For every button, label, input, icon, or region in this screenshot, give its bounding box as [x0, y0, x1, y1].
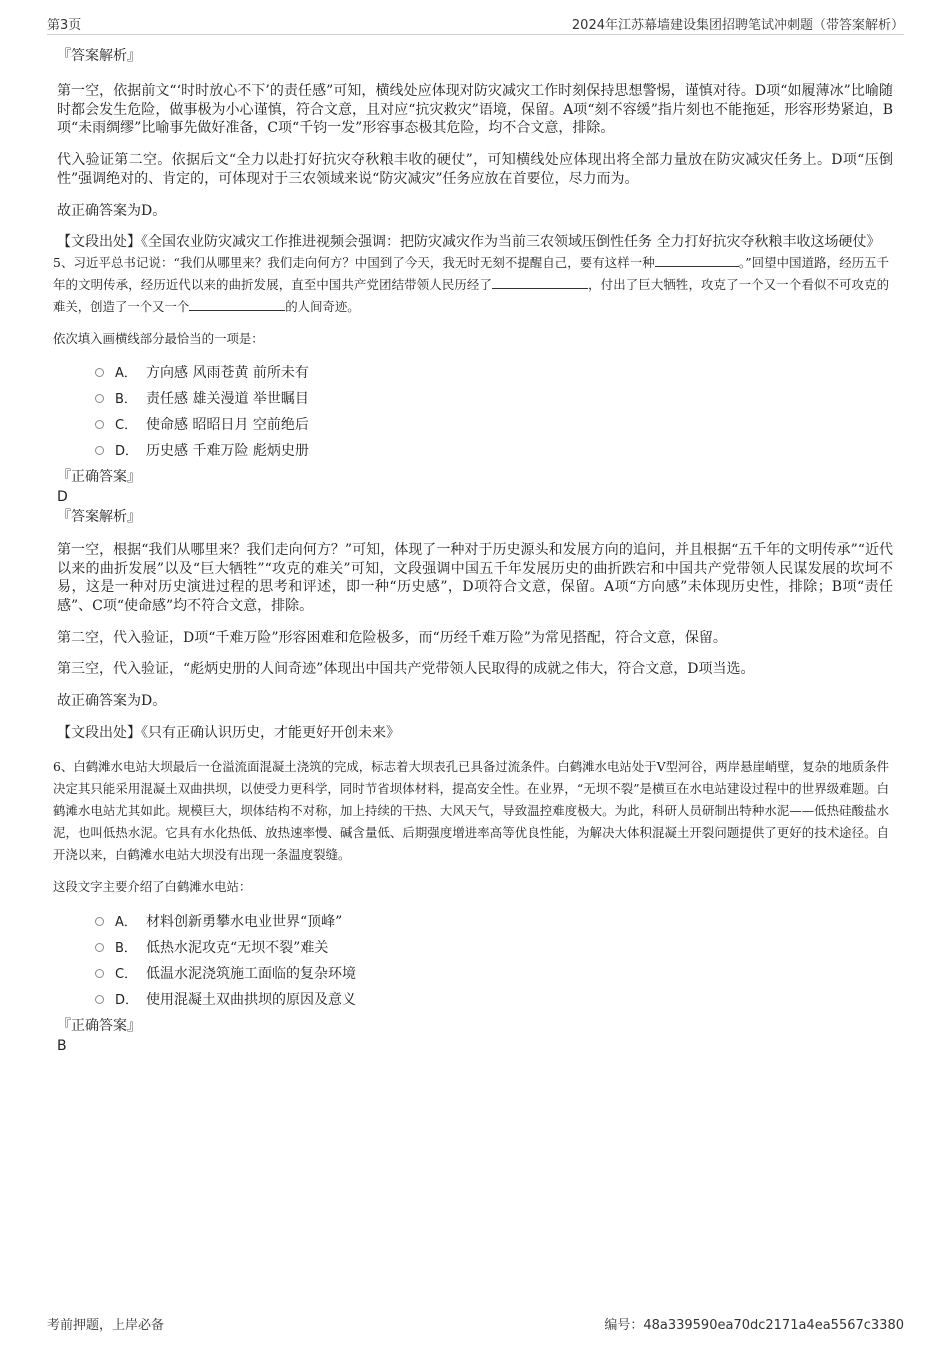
answer-value: D: [57, 488, 68, 505]
option-a[interactable]: A． 材料创新勇攀水电业世界“顶峰”: [57, 908, 893, 934]
page-header: [47, 10, 904, 35]
radio-icon[interactable]: [95, 394, 104, 403]
radio-icon[interactable]: [95, 446, 104, 455]
analysis-paragraph: 代入验证第二空。依据后文“全力以赴打好抗灾夺秋粮丰收的硬仗”，可知横线处应体现出将全部力量放在防灾减灾任务上。D项“压倒性”强调绝对的、肯定的，可体现对于三农领域来说“防灾减灾”任务应放在首要位，尽力而为。: [57, 152, 893, 187]
analysis-paragraph: 第二空，代入验证，D项“千难万险”形容困难和危险极多，而“历经千难万险”为常见搭配，符合文意，保留。: [57, 629, 727, 646]
source-citation: 【文段出处】《只有正确认识历史，才能更好开创未来》: [57, 724, 400, 741]
analysis-label: 『答案解析』: [57, 48, 141, 64]
option-d[interactable]: D． 使用混凝土双曲拱坝的原因及意义: [57, 986, 893, 1012]
blank-line: [492, 275, 588, 289]
analysis-paragraph: 第一空，根据“我们从哪里来？我们走向何方？”可知，体现了一种对于历史源头和发展方向的追问，并且根据“五千年的文明传承”“近代以来的曲折发展”以及“巨大牺牲”“攻克的难关”可知，文段强调中国五千年发展历史的曲折跌宕和中国共产党带领人民谋发展的坎坷不易，这是一种对历史演进过程的思考和评述，即一种“历史感”，D项符合文意，保留。A项“方向感”未体现历史性，排除；B项“责任感”、C项“使命感”均不符合文意，排除。: [57, 541, 893, 615]
answer-value: B: [57, 1037, 67, 1054]
option-c[interactable]: C． 使命感 昭昭日月 空前绝后: [57, 411, 893, 437]
question-6-options: [57, 908, 893, 1012]
analysis-conclusion: 故正确答案为D。: [57, 202, 167, 219]
document-code: 编号：48a339590ea70dc2171a4ea5567c3380: [604, 1318, 904, 1333]
option-a[interactable]: A． 方向感 风雨苍黄 前所未有: [57, 359, 893, 385]
analysis-conclusion: 故正确答案为D。: [57, 693, 167, 710]
answer-label: 『正确答案』: [57, 1017, 141, 1034]
analysis-label: 『答案解析』: [57, 508, 141, 525]
option-c[interactable]: C． 低温水泥浇筑施工面临的复杂环境: [57, 960, 893, 986]
question-prompt: 这段文字主要介绍了白鹤滩水电站：: [53, 878, 252, 894]
page-number: 第3页: [47, 18, 82, 33]
radio-icon[interactable]: [95, 995, 104, 1004]
blank-line: [189, 297, 285, 311]
answer-label: 『正确答案』: [57, 468, 141, 485]
blank-line: [655, 253, 739, 267]
question-6-text: 6、白鹤滩水电站大坝最后一仓溢流面混凝土浇筑的完成，标志着大坝表孔已具备过流条件。白鹤滩水电站处于V型河谷，两岸悬崖峭壁，复杂的地质条件决定其只能采用混凝土双曲拱坝，以使受力更科学，同时节省坝体材料，提高安全性。在业界，“无坝不裂”是横亘在水电站建设过程中的世界级难题。白鹤滩水电站尤其如此。规模巨大，坝体结构不对称，加上持续的干热、大风天气，导致温控难度极大。为此，科研人员研制出特种水泥——低热硅酸盐水泥，也叫低热水泥。它具有水化热低、放热速率慢、碱含量低、后期强度增进率高等优良性能，为解决大体积混凝土开裂问题提供了更好的技术途径。自开浇以来，白鹤滩水电站大坝没有出现一条温度裂缝。: [53, 758, 889, 862]
source-citation: 【文段出处】《全国农业防灾减灾工作推进视频会强调：把防灾减灾作为当前三农领域压倒性任务 全力打好抗灾夺秋粮丰收这场硬仗》: [57, 234, 881, 251]
radio-icon[interactable]: [95, 420, 104, 429]
option-b[interactable]: B． 责任感 雄关漫道 举世瞩目: [57, 385, 893, 411]
question-5-text: 5、习近平总书记说：“我们从哪里来？我们走向何方？中国到了今天，我无时无刻不提醒自己，要有这样一种 。”回望中国道路，经历五千年的文明传承，经历近代以来的曲折发展，直至中国共产党团结带领人民历经了 ，付出了巨大牺牲，攻克了一个又一个看似不可攻克的难关，创造了一个又一个 的人间奇迹。: [53, 254, 890, 314]
radio-icon[interactable]: [95, 917, 104, 926]
radio-icon[interactable]: [95, 368, 104, 377]
question-5-options: [57, 359, 893, 463]
radio-icon[interactable]: [95, 943, 104, 952]
option-b[interactable]: B． 低热水泥攻克“无坝不裂”难关: [57, 934, 893, 960]
analysis-paragraph: 第一空，依据前文“‘时时放心不下’的责任感”可知，横线处应体现对防灾减灾工作时刻保持思想警惕，谨慎对待。D项“如履薄冰”比喻随时都会发生危险，做事极为小心谨慎，符合文意，且对应“抗灾救灾”语境，保留。A项“刻不容缓”指片刻也不能拖延，形容形势紧迫，B项“未雨绸缪”比喻事先做好准备，C项“千钧一发”形容事态极其危险，均不合文意，排除。: [57, 83, 893, 137]
document-title: 2024年江苏幕墙建设集团招聘笔试冲刺题（带答案解析）: [571, 18, 904, 33]
analysis-paragraph: 第三空，代入验证，“彪炳史册的人间奇迹”体现出中国共产党带领人民取得的成就之伟大，符合文意，D项当选。: [57, 661, 755, 678]
page-content: [53, 44, 893, 1056]
question-prompt: 依次填入画横线部分最恰当的一项是：: [53, 330, 264, 346]
radio-icon[interactable]: [95, 969, 104, 978]
option-d[interactable]: D． 历史感 千难万险 彪炳史册: [57, 437, 893, 463]
footer-slogan: 考前押题，上岸必备: [47, 1318, 165, 1333]
